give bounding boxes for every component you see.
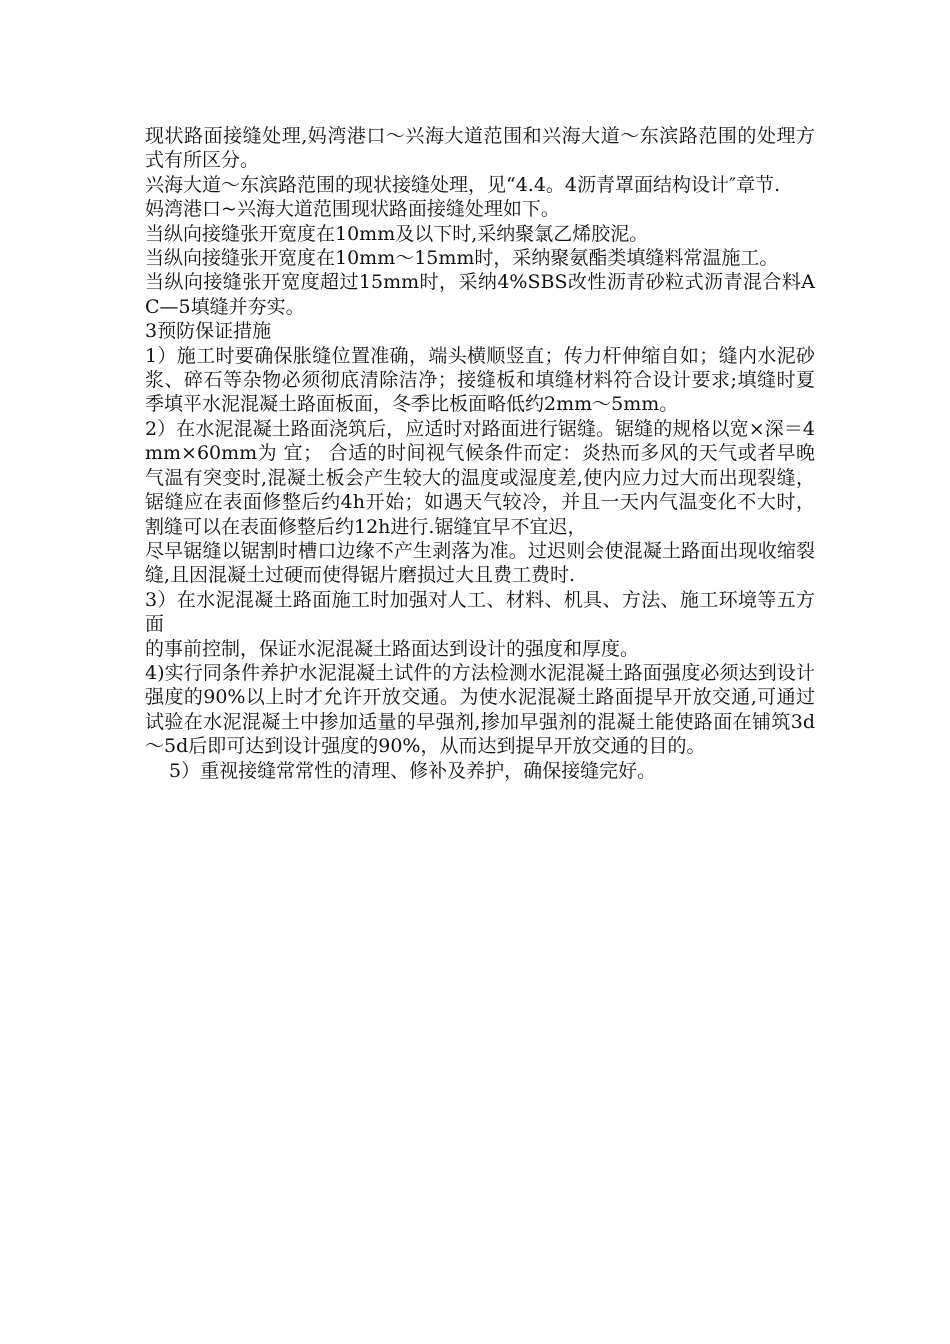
paragraph-measure-2: 2）在水泥混凝土路面浇筑后，应适时对路面进行锯缝。锯缝的规格以宽×深＝4mm×60mm为 宜； 合适的时间视气候条件而定：炎热而多风的天气或者早晚气温有突变时,混凝土板会产生较大的温度或湿度差,使内应力过大而出现裂缝，锯缝应在表面修整后约4h开始；如遇天气较冷，并且一天内气温变化不大时，割缝可以在表面修整后约12h进行.锯缝宜早不宜迟， (145, 417, 815, 538)
paragraph-joint-intro: 现状路面接缝处理,妈湾港口～兴海大道范围和兴海大道～东滨路范围的处理方式有所区分。 (145, 125, 815, 172)
paragraph-joint-under-10mm: 当纵向接缝张开宽度在10mm及以下时,采纳聚氯乙烯胶泥。 (145, 222, 649, 245)
paragraph-measure-2-continued: 尽早锯缝以锯割时槽口边缘不产生剥落为准。过迟则会使混凝土路面出现收缩裂缝,且因混凝土过硬而使得锯片磨损过大且费工费时. (145, 539, 815, 587)
section-heading-prevention: 3预防保证措施 (145, 320, 272, 343)
paragraph-measure-4: 4)实行同条件养护水泥混凝土试件的方法检测水泥混凝土路面强度必须达到设计强度的90%以上时才允许开放交通。为使水泥混凝土路面提早开放交通,可通过试验在水泥混凝土中掺加适量的早强剂,掺加早强剂的混凝土能使路面在铺筑3d～5d后即可达到设计强度的90%，从而达到提早开放交通的目的。 (145, 661, 815, 758)
paragraph-measure-3-continued: 的事前控制，保证水泥混凝土路面达到设计的强度和厚度。 (145, 637, 640, 660)
paragraph-measure-3: 3）在水泥混凝土路面施工时加强对人工、材料、机具、方法、施工环境等五方面 (145, 588, 815, 636)
paragraph-measure-5: 5）重视接缝常常性的清理、修补及养护，确保接缝完好。 (169, 759, 657, 782)
paragraph-joint-10-15mm: 当纵向接缝张开宽度在10mm～15mm时，采纳聚氨酯类填缝料常温施工。 (145, 247, 779, 270)
paragraph-xinghai-dongbin: 兴海大道～东滨路范围的现状接缝处理，见“4.4。4沥青罩面结构设计″章节. (145, 173, 781, 196)
paragraph-measure-1: 1）施工时要确保胀缝位置准确，端头横顺竖直；传力杆伸缩自如；缝内水泥砂浆、碎石等杂物必须彻底清除洁净；接缝板和填缝材料符合设计要求;填缝时夏季填平水泥混凝土路面板面，冬季比板面略低约2mm～5mm。 (145, 344, 815, 416)
document-body (145, 124, 815, 783)
paragraph-joint-over-15mm: 当纵向接缝张开宽度超过15mm时，采纳4%SBS改性沥青砂粒式沥青混合料AC—5填缝并夯实。 (145, 271, 815, 318)
paragraph-mawan-xinghai: 妈湾港口~兴海大道范围现状路面接缝处理如下。 (145, 198, 560, 221)
